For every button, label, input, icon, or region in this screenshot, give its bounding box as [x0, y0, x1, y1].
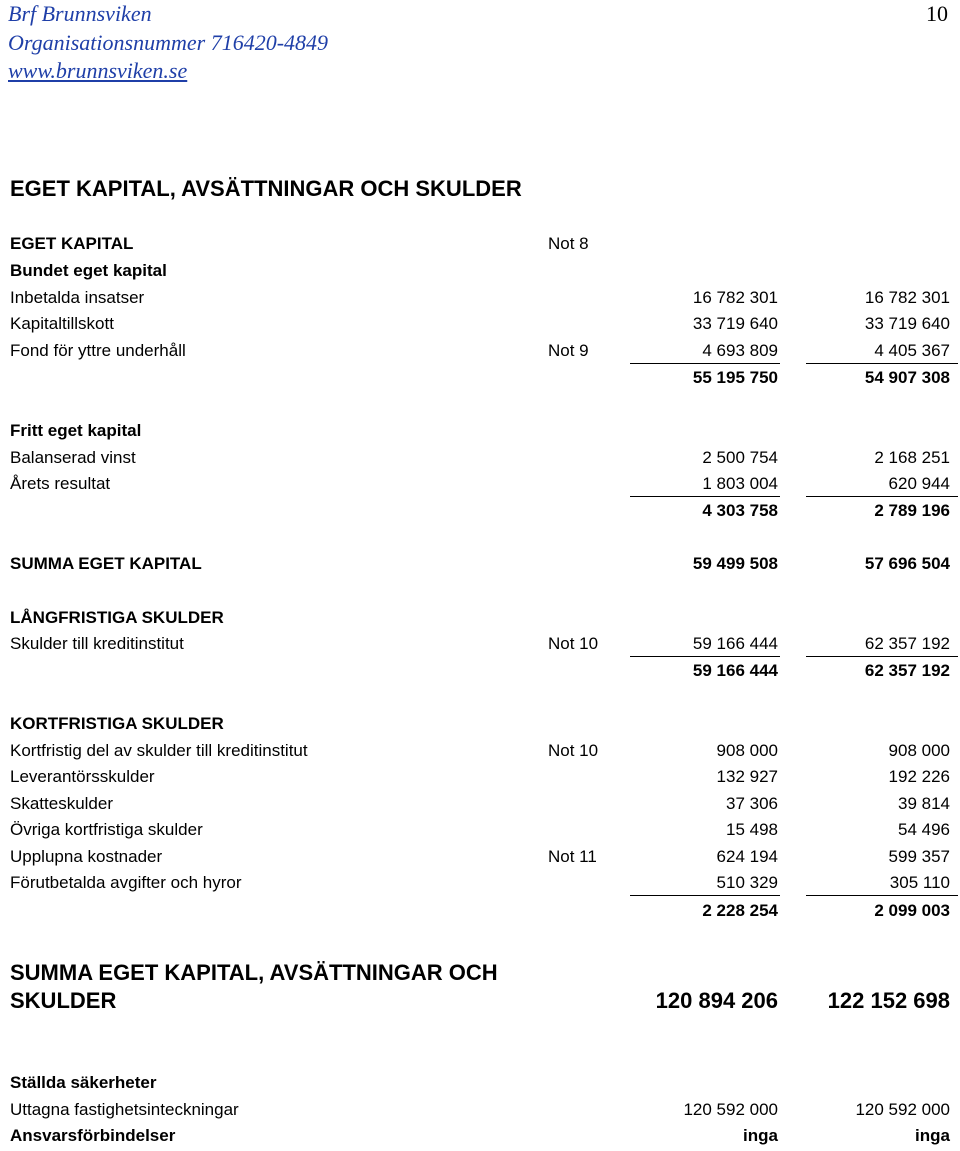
subtotal-rule — [630, 895, 780, 896]
subtotal-current: 55 195 750 — [692, 368, 778, 387]
pledged-heading: Ställda säkerheter — [10, 1073, 157, 1092]
pledged-value-current: 120 592 000 — [683, 1100, 778, 1119]
row-note: Not 10 — [548, 741, 599, 760]
subtotal-current: 4 303 758 — [702, 501, 778, 520]
row-value-current: 59 166 444 — [692, 634, 778, 653]
equity-heading: EGET KAPITAL — [10, 234, 134, 253]
contingent-value-current: inga — [743, 1126, 778, 1145]
row-note: Not 11 — [548, 847, 597, 866]
row-value-previous: 33 719 640 — [864, 314, 950, 333]
equity-sum-label: SUMMA EGET KAPITAL — [10, 554, 202, 573]
subtotal-rule — [806, 895, 958, 896]
pledged-value-previous: 120 592 000 — [855, 1100, 950, 1119]
row-value-current: 37 306 — [726, 794, 778, 813]
row-label: Upplupna kostnader — [10, 847, 163, 866]
row-value-previous: 39 814 — [898, 794, 950, 813]
row-value-previous: 908 000 — [888, 741, 950, 760]
row-value-previous: 192 226 — [888, 767, 950, 786]
row-label: Övriga kortfristiga skulder — [10, 820, 203, 839]
long-term-heading: LÅNGFRISTIGA SKULDER — [10, 608, 224, 627]
row-value-current: 908 000 — [716, 741, 778, 760]
row-value-current: 15 498 — [726, 820, 778, 839]
row-value-current: 16 782 301 — [692, 288, 778, 307]
subtotal-rule — [630, 496, 780, 497]
row-value-current: 132 927 — [716, 767, 778, 786]
subtotal-rule — [630, 363, 780, 364]
pledged-row-label: Uttagna fastighetsinteckningar — [10, 1100, 239, 1119]
subtotal-rule — [630, 656, 780, 657]
contingent-label: Ansvarsförbindelser — [10, 1126, 176, 1145]
row-label: Skatteskulder — [10, 794, 113, 813]
row-value-current: 2 500 754 — [702, 448, 778, 467]
grand-total-previous: 122 152 698 — [827, 988, 950, 1013]
row-label: Kortfristig del av skulder till kreditinstitut — [10, 741, 308, 760]
row-value-previous: 305 110 — [889, 873, 950, 892]
page-title: EGET KAPITAL, AVSÄTTNINGAR OCH SKULDER — [10, 176, 522, 201]
org-number: Organisationsnummer 716420-4849 — [8, 30, 329, 55]
subtotal-current: 59 166 444 — [692, 661, 778, 680]
website-link[interactable]: www.brunnsviken.se — [8, 58, 188, 83]
subtotal-current: 2 228 254 — [702, 901, 778, 920]
subtotal-previous: 54 907 308 — [864, 368, 950, 387]
row-note: Not 9 — [548, 341, 589, 360]
row-label: Skulder till kreditinstitut — [10, 634, 184, 653]
row-label: Årets resultat — [10, 474, 111, 493]
row-value-current: 4 693 809 — [702, 341, 778, 360]
row-note: Not 10 — [548, 634, 599, 653]
row-value-previous: 620 944 — [888, 474, 950, 493]
row-value-current: 510 329 — [716, 873, 778, 892]
grand-total-label-line2: SKULDER — [10, 988, 117, 1013]
row-label: Inbetalda insatser — [10, 288, 145, 307]
row-value-current: 624 194 — [716, 847, 778, 866]
row-label: Kapitaltillskott — [10, 314, 114, 333]
free-equity-heading: Fritt eget kapital — [10, 421, 142, 440]
row-label: Balanserad vinst — [10, 448, 136, 467]
row-value-previous: 62 357 192 — [864, 634, 950, 653]
row-label: Leverantörsskulder — [10, 767, 155, 786]
subtotal-rule — [806, 656, 958, 657]
equity-note: Not 8 — [548, 234, 589, 253]
contingent-value-previous: inga — [915, 1126, 950, 1145]
subtotal-previous: 2 789 196 — [874, 501, 950, 520]
subtotal-rule — [806, 496, 958, 497]
subtotal-rule — [806, 363, 958, 364]
row-label: Fond för yttre underhåll — [10, 341, 186, 360]
row-value-previous: 54 496 — [898, 820, 950, 839]
row-label: Förutbetalda avgifter och hyror — [10, 873, 242, 892]
equity-sum-previous: 57 696 504 — [864, 554, 950, 573]
grand-total-current: 120 894 206 — [655, 988, 778, 1013]
grand-total-label-line1: SUMMA EGET KAPITAL, AVSÄTTNINGAR OCH — [10, 960, 498, 985]
row-value-current: 1 803 004 — [702, 474, 778, 493]
row-value-current: 33 719 640 — [692, 314, 778, 333]
equity-sum-current: 59 499 508 — [692, 554, 778, 573]
subtotal-previous: 62 357 192 — [864, 661, 950, 680]
row-value-previous: 2 168 251 — [874, 448, 950, 467]
row-value-previous: 4 405 367 — [874, 341, 950, 360]
short-term-heading: KORTFRISTIGA SKULDER — [10, 714, 224, 733]
page-number: 10 — [926, 1, 948, 26]
row-value-previous: 599 357 — [888, 847, 950, 866]
company-name: Brf Brunnsviken — [8, 1, 152, 26]
subtotal-previous: 2 099 003 — [874, 901, 950, 920]
row-value-previous: 16 782 301 — [864, 288, 950, 307]
restricted-equity-heading: Bundet eget kapital — [10, 261, 167, 280]
